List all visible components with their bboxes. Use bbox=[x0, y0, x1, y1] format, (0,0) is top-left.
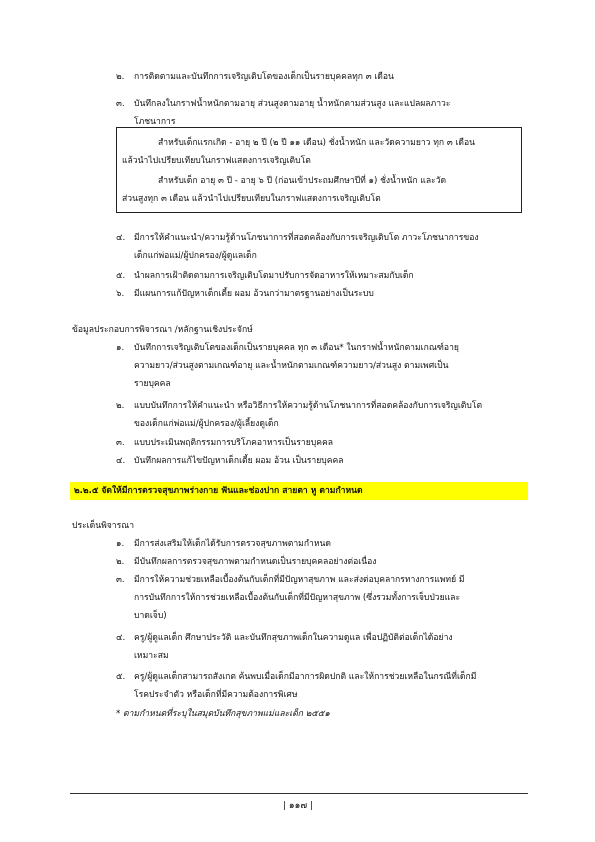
list-item-text: บันทึกการเจริญเติบโตของเด็กเป็นรายบุคคล ทุก ๓ เดือน* ในกราฟน้ำหนักตามเกณฑ์อายุ bbox=[134, 343, 459, 353]
list-number: ๔. bbox=[116, 456, 126, 466]
list-item-text: มีการให้คำแนะนำ/ความรู้ด้านโภชนาการที่สอดคล้องกับการเจริญเติบโต ภาวะโภชนาการของ bbox=[134, 233, 479, 243]
list-number: ๖. bbox=[116, 289, 125, 299]
list-item-text: แบบบันทึกการให้คำแนะนำ หรือวิธีการให้ความรู้ด้านโภชนาการที่สอดคล้องกับการเจริญเติบโต bbox=[134, 401, 483, 411]
list-number: ๕. bbox=[116, 271, 126, 281]
list-item-text: มีการส่งเสริมให้เด็กได้รับการตรวจสุขภาพตามกำหนด bbox=[134, 539, 331, 549]
consider-heading: ประเด็นพิจารณา bbox=[72, 521, 135, 531]
list-item-text: มีแผนการแก้ปัญหาเด็กเตี้ย ผอม อ้วนกว่ามาตรฐานอย่างเป็นระบบ bbox=[134, 289, 374, 299]
list-item-text: ของเด็กแก่พ่อแม่/ผู้ปกครอง/ผู้เลี้ยงดูเด็ก bbox=[134, 419, 279, 429]
section-heading: ๒.๒.๕ จัดให้มีการตรวจสุขภาพร่างกาย ฟันและช่องปาก สายตา หู ตามกำหนด bbox=[74, 486, 363, 496]
box-line: สำหรับเด็ก อายุ ๓ ปี - อายุ ๖ ปี (ก่อนเข้าประถมศึกษาปีที่ ๑) ชั่งน้ำหนัก และวัด bbox=[158, 176, 447, 186]
list-item-text: บันทึกลงในกราฟน้ำหนักตามอายุ ส่วนสูงตามอายุ น้ำหนักตามส่วนสูง และแปลผลภาวะ bbox=[134, 99, 451, 109]
list-item-text: เด็กแก่พ่อแม่/ผู้ปกครอง/ผู้ดูแลเด็ก bbox=[134, 251, 257, 261]
list-item-text: รายบุคคล bbox=[134, 379, 171, 389]
list-item-text: บันทึกผลการแก้ไขปัญหาเด็กเตี้ย ผอม อ้วน เป็นรายบุคคล bbox=[134, 456, 344, 466]
list-number: ๓. bbox=[116, 99, 125, 109]
list-item-text: โภชนาการ bbox=[134, 117, 176, 127]
list-item-text: มีการให้ความช่วยเหลือเบื้องต้นกับเด็กที่มีปัญหาสุขภาพ และส่งต่อบุคลากรทางการแพทย์ มี bbox=[134, 575, 465, 585]
list-item-text: มีบันทึกผลการตรวจสุขภาพตามกำหนดเป็นรายบุคคลอย่างต่อเนื่อง bbox=[134, 557, 377, 567]
list-number: ๒. bbox=[116, 557, 125, 567]
list-number: ๓. bbox=[116, 438, 125, 448]
box-line: ส่วนสูงทุก ๓ เดือน แล้วนำไปเปรียบเทียบในกราฟแสดงการเจริญเติบโต bbox=[122, 194, 381, 204]
list-number: ๔. bbox=[116, 633, 126, 643]
list-number: ๑. bbox=[116, 539, 125, 549]
page-number-bar-left: | bbox=[282, 801, 287, 811]
list-item-text: นำผลการเฝ้าติดตามการเจริญเติบโตมาปรับการจัดอาหารให้เหมาะสมกับเด็ก bbox=[134, 271, 414, 281]
list-item-text: เหมาะสม bbox=[134, 651, 169, 661]
page-number bbox=[278, 797, 318, 815]
list-number: ๒. bbox=[116, 401, 125, 411]
footer-rule bbox=[70, 793, 528, 794]
list-number: ๒. bbox=[116, 72, 125, 82]
list-item-text: การติดตามและบันทึกการเจริญเติบโตของเด็กเป็นรายบุคคลทุก ๓ เดือน bbox=[134, 72, 394, 82]
list-item-text: โรคประจำตัว หรือเด็กที่มีความต้องการพิเศษ bbox=[134, 690, 298, 700]
list-number: ๓. bbox=[116, 575, 125, 585]
page-number-bar-right: | bbox=[309, 801, 314, 811]
list-number: ๑. bbox=[116, 343, 125, 353]
list-item-text: ความยาว/ส่วนสูงตามเกณฑ์อายุ และน้ำหนักตามเกณฑ์ความยาว/ส่วนสูง ตามเพศเป็น bbox=[134, 361, 449, 371]
footnote: * ตามกำหนดที่ระบุในสมุดบันทึกสุขภาพแม่และเด็ก ๒๕๕๑ bbox=[116, 709, 330, 719]
list-item-text: แบบประเมินพฤติกรรมการบริโภคอาหารเป็นรายบุคคล bbox=[134, 438, 333, 448]
evidence-heading: ข้อมูลประกอบการพิจารณา /หลักฐานเชิงประจักษ์ bbox=[72, 325, 253, 335]
list-number: ๔. bbox=[116, 233, 126, 243]
list-item-text: ครู/ผู้ดูแลเด็ก ศึกษาประวัติ และบันทึกสุขภาพเด็กในความดูแล เพื่อปฏิบัติต่อเด็กได้อย่าง bbox=[134, 633, 453, 643]
page-number-value: ๑๑๗ bbox=[288, 801, 308, 811]
list-item-text: ครู/ผู้ดูแลเด็กสามารถสังเกต ค้นพบเมื่อเด็กมีอาการผิดปกติ และให้การช่วยเหลือในกรณีที่เด็กมี bbox=[134, 672, 477, 682]
list-item-text: การบันทึกการให้การช่วยเหลือเบื้องต้นกับเด็กที่มีปัญหาสุขภาพ (ซึ่งรวมทั้งการเจ็บป่วยและ bbox=[134, 593, 461, 603]
box-line: แล้วนำไปเปรียบเทียบในกราฟแสดงการเจริญเติบโต bbox=[122, 156, 311, 166]
list-number: ๕. bbox=[116, 672, 126, 682]
box-line: สำหรับเด็กแรกเกิด - อายุ ๒ ปี (๒ ปี ๑๑ เดือน) ชั่งน้ำหนัก และวัดความยาว ทุก ๓ เดือน bbox=[158, 138, 475, 148]
list-item-text: บาดเจ็บ) bbox=[134, 611, 167, 621]
